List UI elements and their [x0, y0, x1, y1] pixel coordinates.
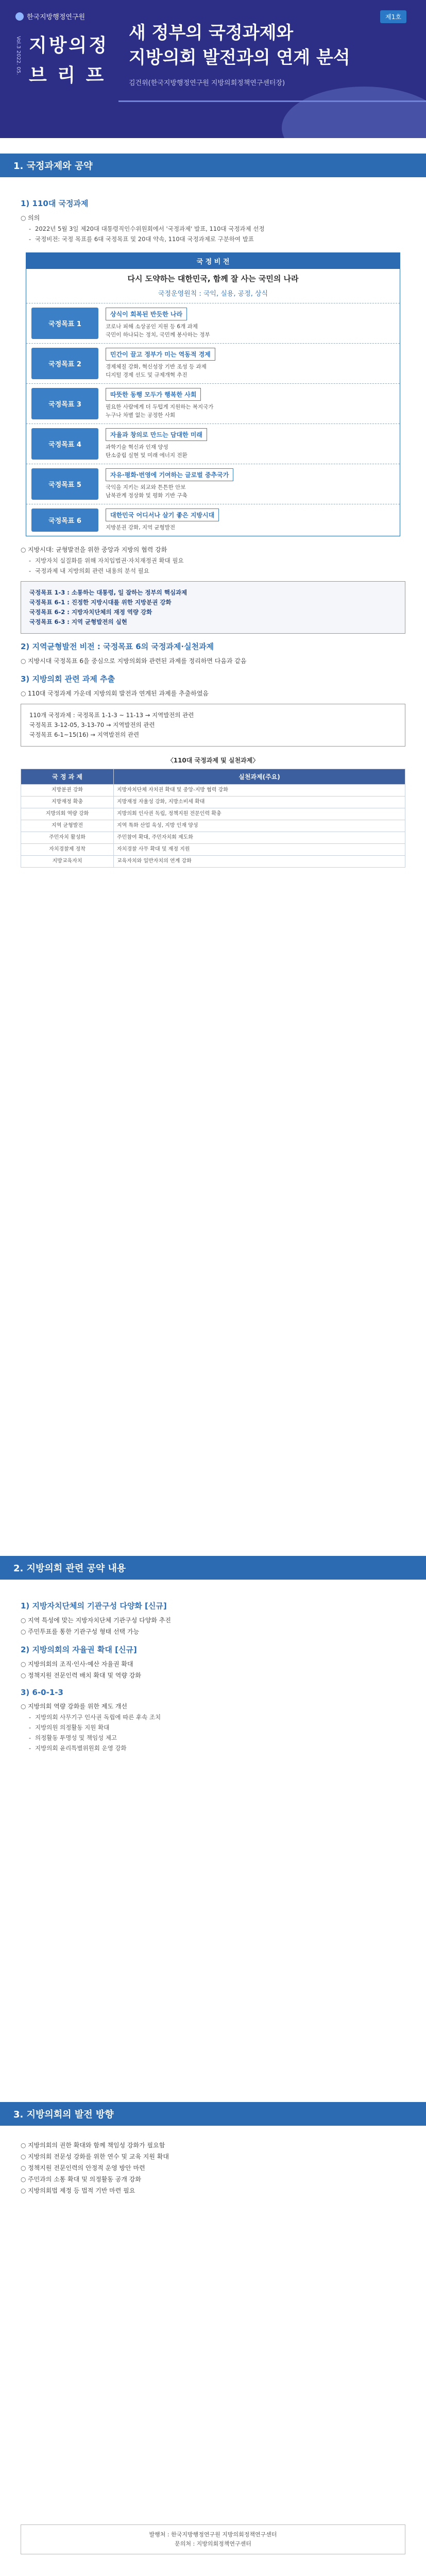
key-tasks-box	[21, 581, 405, 634]
table-row	[21, 844, 405, 856]
table-cell: 자치경찰 사무 확대 및 재정 지원	[114, 844, 405, 856]
goal-item: 코로나 피해 소상공인 지원 등 6개 과제	[106, 324, 198, 330]
subheading: 2) 지방의회의 자율권 확대 [신규]	[21, 1645, 137, 1654]
goal-label: 국정목표 4	[31, 428, 98, 460]
goal-item: 남북관계 정상화 및 평화 기반 구축	[106, 493, 188, 499]
goal-item: 필요한 사람에게 더 두텁게 지원하는 복지국가	[106, 404, 214, 410]
table-cell: 지방분권 강화	[21, 785, 114, 796]
goal-item: 누구나 차별 없는 공정한 사회	[106, 412, 176, 418]
bullet: ○ 지방시대: 균형발전을 위한 중앙과 지방의 협력 강화	[21, 545, 405, 555]
goal-row	[26, 504, 400, 536]
bullet: ○ 지역 특성에 맞는 지방자치단체 기관구성 다양화 추진	[21, 1615, 405, 1625]
table-cell: 주민자치 활성화	[21, 832, 114, 844]
goal-list	[26, 303, 400, 536]
goal-row	[26, 303, 400, 343]
box-line: 국정목표 6-1 : 진정한 지방시대를 위한 지방분권 강화	[29, 599, 172, 606]
extraction-box	[21, 704, 405, 747]
goal-item: 국익을 지키는 외교와 튼튼한 안보	[106, 484, 186, 490]
goal-item: 지방분권 강화, 지역 균형발전	[106, 524, 176, 531]
subheading: 1) 지방자치단체의 기관구성 다양화 [신규]	[21, 1601, 167, 1611]
box-line: 국정목표 6-2 : 지방자치단체의 재정 역량 강화	[29, 608, 152, 616]
bullet: ○ 주민투표를 통한 기관구성 형태 선택 가능	[21, 1626, 405, 1637]
diagram-vision: 다시 도약하는 대한민국, 함께 잘 사는 국민의 나라	[127, 274, 299, 283]
brief-header	[0, 0, 426, 138]
goal-label: 국정목표 3	[31, 388, 98, 419]
diagram-values: 국정운영원칙 : 국익, 실용, 공정, 상식	[158, 290, 268, 298]
section-3	[0, 2102, 426, 2197]
sub-bullet: - 국정비전: 국정 목표를 6대 국정목표 및 20대 약속, 110대 국정과제로 구분하여 발표	[21, 234, 405, 244]
box-line: 국정목표 3-12-05, 3-13-70 → 지역발전의 관련	[29, 721, 155, 728]
subheading: 2) 지역균형발전 비전 : 국정목표 6의 국정과제·실천과제	[21, 642, 214, 651]
sub-bullet: - 지방의회 사무기구 인사권 독립에 따른 후속 조치	[21, 1713, 405, 1722]
table-caption: 〈110대 국정과제 및 실천과제〉	[167, 757, 259, 764]
goal-item: 디지털 경제 선도 및 규제개혁 추진	[106, 372, 188, 378]
goal-row	[26, 464, 400, 504]
contact-box: 발행처 : 한국지방행정연구원 지방의회정책연구센터 문의처 : 지방의회정책연구센터	[21, 2524, 405, 2554]
decorative-line	[118, 100, 426, 102]
goal-item: 국민이 하나되는 정치, 국민께 봉사하는 정부	[106, 332, 210, 338]
series-title: 지방의정 브 리 프	[29, 35, 109, 86]
bullet: ○ 의의	[21, 213, 405, 223]
table-cell: 지방의회 역량 강화	[21, 808, 114, 820]
sub-bullet: - 지방자치 실질화를 위해 자치입법권·자치재정권 확대 필요	[21, 556, 405, 566]
org-logo-icon	[15, 12, 24, 21]
sub-bullet: - 국정과제 내 지방의회 관련 내용의 분석 필요	[21, 566, 405, 576]
table-row	[21, 832, 405, 844]
goal-title: 상식이 회복된 반듯한 나라	[106, 308, 187, 320]
table-cell: 지역 특화 산업 육성, 지방 인재 양성	[114, 820, 405, 832]
diagram-top: 국 정 비 전	[26, 253, 400, 269]
table-header: 실천과제(주요)	[114, 769, 405, 785]
subheading: 3) 6-0-1-3	[21, 1688, 63, 1697]
goal-row	[26, 383, 400, 423]
bullet: ○ 정책지원 전문인력 배치 확대 및 역량 강화	[21, 1670, 405, 1681]
table-header: 국 정 과 제	[21, 769, 114, 785]
bullet: ○ 지방의회의 조직·인사·예산 자율권 확대	[21, 1659, 405, 1669]
table-row	[21, 856, 405, 868]
table-row	[21, 796, 405, 808]
goal-title: 민간이 끌고 정부가 미는 역동적 경제	[106, 348, 215, 361]
bullet: ○ 지방시대 국정목표 6을 중심으로 지방의회와 관련된 과제를 정리하면 다음과 같음	[21, 656, 405, 666]
tasks-table	[21, 769, 405, 868]
footer	[0, 2524, 426, 2576]
main-title: 새 정부의 국정과제와 지방의회 발전과의 연계 분석	[129, 23, 350, 68]
sub-bullet: - 2022년 5월 3일 제20대 대통령직인수위원회에서 '국정과제' 발표, 110대 국정과제 선정	[21, 224, 405, 234]
box-line: 국정목표 6-1~15(16) → 지역발전의 관련	[29, 731, 140, 738]
table-cell: 지역 균형발전	[21, 820, 114, 832]
bullet: ○ 110대 국정과제 가운데 지방의회 발전과 연계된 과제를 추출하였음	[21, 688, 405, 699]
org-name: 한국지방행정연구원	[15, 11, 85, 21]
goal-item: 탄소중립 실현 및 미래 에너지 전환	[106, 452, 188, 459]
goal-item: 과학기술 혁신과 인재 양성	[106, 444, 168, 450]
subheading: 3) 지방의회 관련 과제 추출	[21, 674, 115, 684]
sub-bullet: - 의정활동 투명성 및 책임성 제고	[21, 1733, 405, 1743]
section-2-bar: 2. 지방의회 관련 공약 내용	[0, 1556, 426, 1580]
goal-row	[26, 343, 400, 383]
section-3-bar: 3. 지방의회의 발전 방향	[0, 2102, 426, 2126]
table-cell: 지방재정 자율성 강화, 지방소비세 확대	[114, 796, 405, 808]
bullet: ○ 지방의회 전문성 강화를 위한 연수 및 교육 지원 확대	[21, 2151, 405, 2162]
table-body	[21, 785, 405, 868]
goal-title: 자율과 창의로 만드는 담대한 미래	[106, 428, 207, 441]
goal-label: 국정목표 6	[31, 509, 98, 532]
national-vision-diagram	[26, 252, 400, 536]
bullet: ○ 지방의회법 제정 등 법적 기반 마련 필요	[21, 2185, 405, 2196]
section-1-bar: 1. 국정과제와 공약	[0, 154, 426, 177]
sub-bullet: - 지방의원 의정활동 지원 확대	[21, 1723, 405, 1733]
goal-title: 자유·평화·번영에 기여하는 글로벌 중추국가	[106, 468, 233, 481]
sub-bullet: - 지방의회 윤리특별위원회 운영 강화	[21, 1743, 405, 1753]
table-cell: 지방자치단체 자치권 확대 및 중앙-지방 협력 강화	[114, 785, 405, 796]
bullet: ○ 지방의회 역량 강화를 위한 제도 개선	[21, 1701, 405, 1711]
goal-label: 국정목표 5	[31, 468, 98, 500]
table-cell: 지방의회 인사권 독립, 정책지원 전문인력 확충	[114, 808, 405, 820]
table-row	[21, 785, 405, 796]
box-line: 국정목표 6-3 : 지역 균형발전의 실현	[29, 618, 127, 625]
decorative-wave	[282, 87, 426, 138]
goal-label: 국정목표 2	[31, 348, 98, 379]
table-cell: 지방교육자치	[21, 856, 114, 868]
section-1-body	[0, 177, 426, 868]
table-row	[21, 820, 405, 832]
volume-label: Vol.3 2022. 05.	[15, 36, 21, 75]
table-cell: 주민참여 확대, 주민자치회 제도화	[114, 832, 405, 844]
goal-item: 경제체질 강화, 혁신성장 기반 조성 등 과제	[106, 364, 207, 370]
section-2	[0, 1556, 426, 1754]
box-line: 국정목표 1-3 : 소통하는 대통령, 일 잘하는 정부의 핵심과제	[29, 589, 188, 596]
box-line: 110개 국정과제 : 국정목표 1-1-3 ~ 11-13 → 지역발전의 관련	[29, 711, 194, 719]
goal-label: 국정목표 1	[31, 308, 98, 339]
table-row	[21, 808, 405, 820]
bullet: ○ 지방의회의 권한 확대와 함께 책임성 강화가 필요함	[21, 2140, 405, 2150]
goal-title: 따뜻한 동행 모두가 행복한 사회	[106, 388, 201, 401]
table-cell: 지방재정 확충	[21, 796, 114, 808]
goal-title: 대한민국 어디서나 살기 좋은 지방시대	[106, 509, 219, 521]
issue-badge: 제1호	[380, 10, 406, 23]
bullet: ○ 정책지원 전문인력의 안정적 운영 방안 마련	[21, 2163, 405, 2173]
author: 김건위(한국지방행정연구원 지방의회정책연구센터장)	[129, 79, 285, 87]
goal-row	[26, 423, 400, 464]
table-cell: 자치경찰제 정착	[21, 844, 114, 856]
table-cell: 교육자치와 일반자치의 연계 강화	[114, 856, 405, 868]
bullet: ○ 주민과의 소통 확대 및 의정활동 공개 강화	[21, 2174, 405, 2184]
subheading: 1) 110대 국정과제	[21, 199, 89, 208]
